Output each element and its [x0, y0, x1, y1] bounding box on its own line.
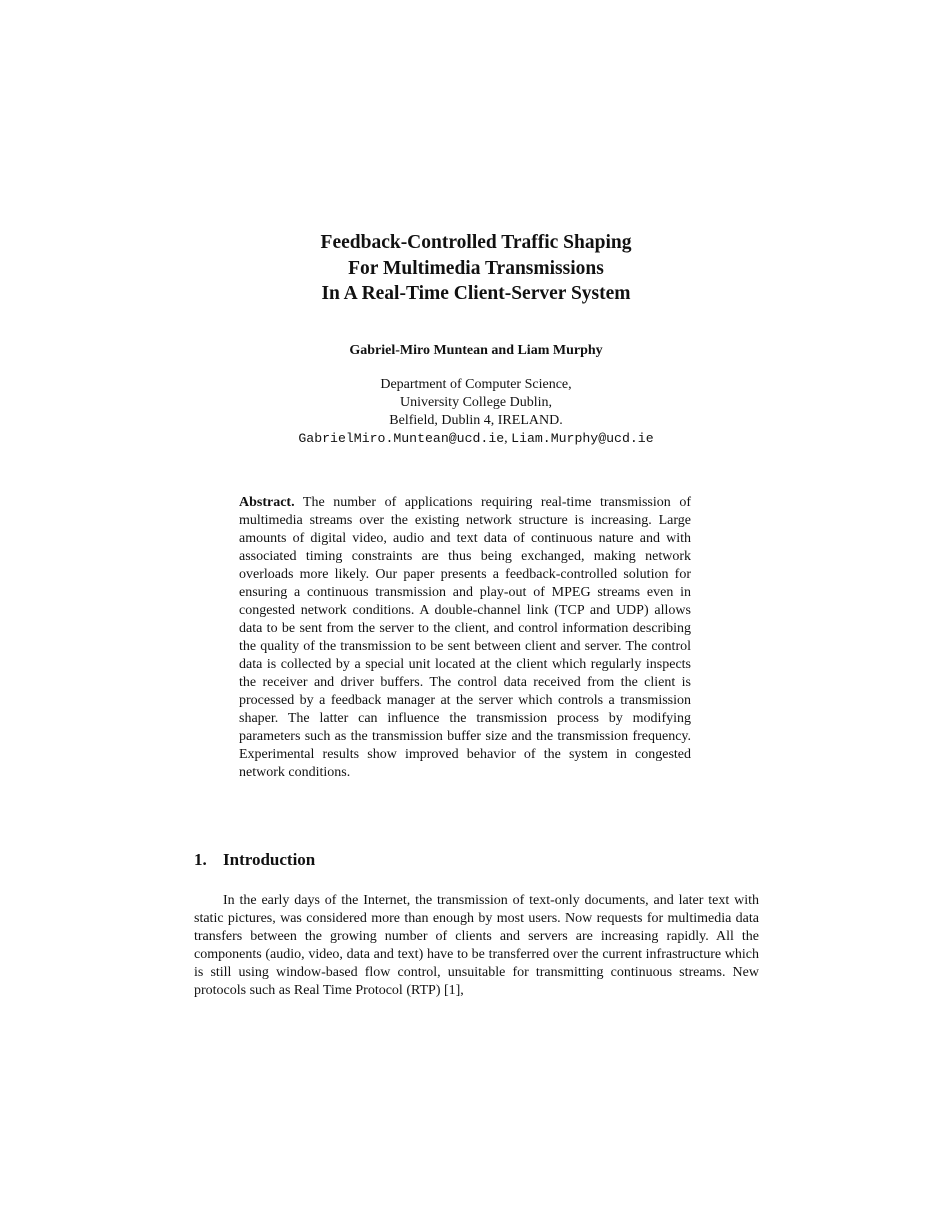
- affiliation-line: Belfield, Dublin 4, IRELAND.: [389, 413, 563, 428]
- affiliation-line: University College Dublin,: [399, 395, 553, 410]
- email-link[interactable]: Liam.Murphy@ucd.ie: [511, 431, 654, 446]
- affiliation: [0, 376, 952, 430]
- title-line: Feedback-Controlled Traffic Shaping: [320, 232, 632, 253]
- affiliation-line: Department of Computer Science,: [380, 377, 572, 392]
- paper-title: [0, 230, 952, 307]
- section-heading: [194, 849, 315, 871]
- title-line: In A Real-Time Client-Server System: [321, 283, 631, 304]
- section-number: 1.: [194, 850, 207, 869]
- authors: Gabriel-Miro Muntean and Liam Murphy: [349, 343, 603, 358]
- abstract-label: Abstract.: [239, 495, 295, 510]
- body-paragraph: In the early days of the Internet, the transmission of text-only documents, and later text with static pictures, was considered more than enough by most users. Now requests for multimedia data transfers between the growing number of clients and servers are increasing rapidly. All the components (audio, video, data and text) have to be transferred over the current infrastructure which is still using window-based flow control, unsuitable for transmitting continuous streams. New protocols such as Real Time Protocol (RTP) [1],: [194, 893, 759, 998]
- author-emails: [0, 430, 952, 448]
- email-separator: ,: [504, 431, 512, 446]
- section-title: Introduction: [223, 850, 316, 869]
- abstract-text: The number of applications requiring real-time transmission of multimedia streams over the existing network structure is increasing. Large amounts of digital video, audio and text data of continuous nature and with associated timing constraints are thus being exchanged, making network overloads more likely. Our paper presents a feedback-controlled solution for ensuring a continuous transmission and play-out of MPEG streams even in congested network conditions. A double-channel link (TCP and UDP) allows data to be sent from the server to the client, and control information describing the quality of the transmission to be sent between client and server. The control data is collected by a special unit located at the client which regularly inspects the receiver and driver buffers. The control data received from the client is processed by a feedback manager at the server which controls a transmission shaper. The latter can influence the transmission process by modifying parameters such as the transmission buffer size and the transmission frequency. Experimental results show improved behavior of the system in congested network conditions.: [239, 495, 691, 780]
- title-line: For Multimedia Transmissions: [348, 257, 604, 279]
- email-link[interactable]: GabrielMiro.Muntean@ucd.ie: [298, 431, 505, 446]
- abstract: [239, 494, 691, 782]
